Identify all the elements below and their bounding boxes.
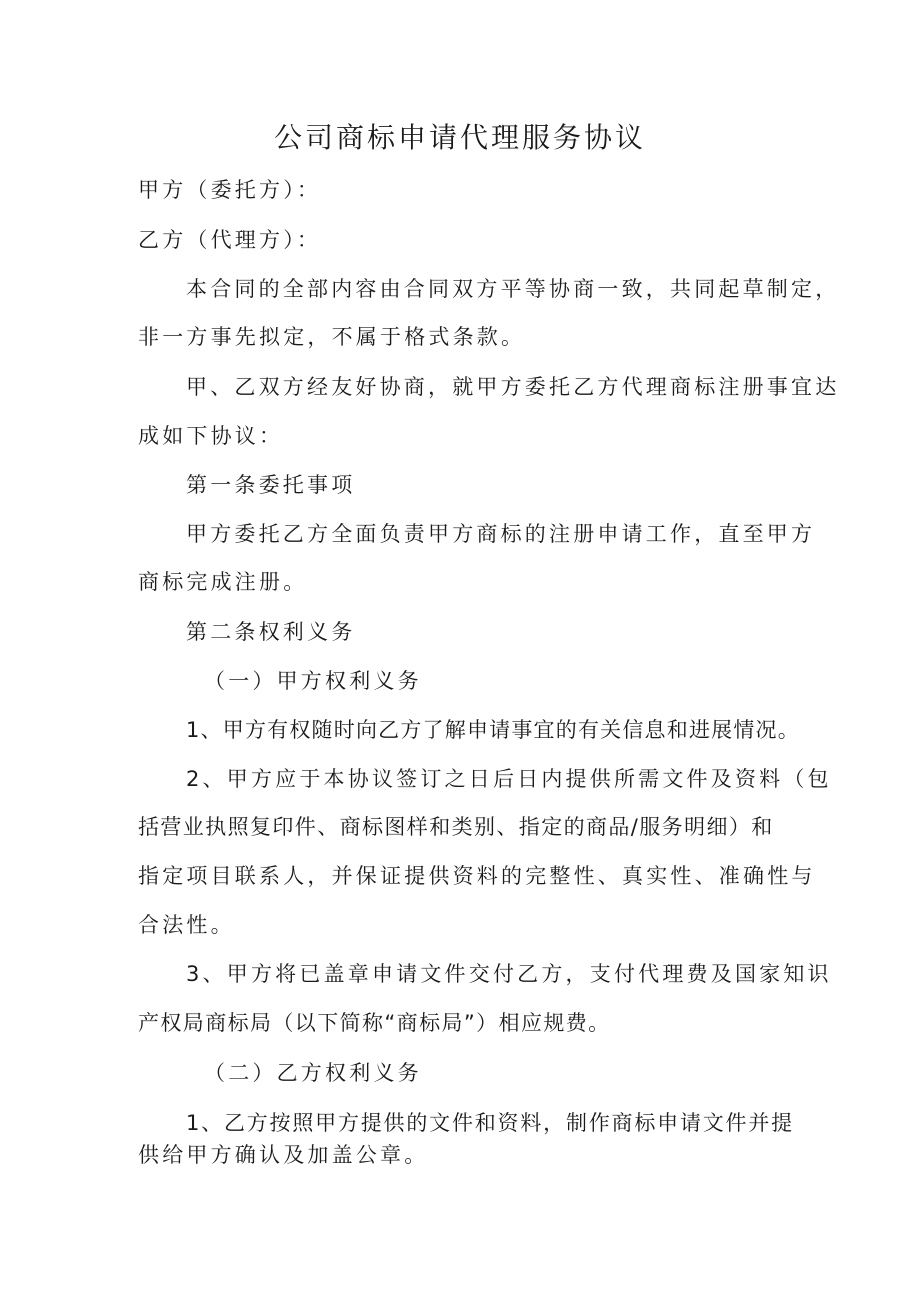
- section-b-heading: （二）乙方权利义务: [204, 1061, 422, 1085]
- a-item2-line2: 括营业执照复印件、商标图样和类别、指定的商品/服务明细）和: [138, 815, 774, 839]
- para1-line2: 非一方事先拟定，不属于格式条款。: [138, 325, 526, 349]
- a-item3-line2: 产权局商标局（以下简称“商标局”）相应规费。: [138, 1011, 611, 1035]
- article1-body-line2: 商标完成注册。: [138, 570, 308, 594]
- article1-heading: 第一条委托事项: [186, 473, 356, 497]
- a-item3-line1: 3、甲方将已盖章申请文件交付乙方，支付代理费及国家知识: [186, 962, 832, 986]
- para2-line1: 甲、乙双方经友好协商，就甲方委托乙方代理商标注册事宜达: [186, 375, 840, 399]
- a-item2-line3: 指定项目联系人，并保证提供资料的完整性、真实性、准确性与: [138, 864, 816, 888]
- b-item1-line1: 1、乙方按照甲方提供的文件和资料，制作商标申请文件并提: [186, 1111, 794, 1135]
- a-item2-line1: 2、甲方应于本协议签订之日后日内提供所需文件及资料（包: [186, 767, 832, 791]
- article2-heading: 第二条权利义务: [186, 620, 356, 644]
- party-b-line: 乙方（代理方）：: [138, 228, 322, 252]
- para2-line2: 成如下协议：: [138, 424, 284, 448]
- a-item2-line4: 合法性。: [138, 913, 235, 937]
- para1-line1: 本合同的全部内容由合同双方平等协商一致，共同起草制定，: [186, 277, 840, 301]
- section-a-heading: （一）甲方权利义务: [204, 669, 422, 693]
- party-a-line: 甲方（委托方）：: [138, 178, 322, 202]
- a-item1: 1、甲方有权随时向乙方了解申请事宜的有关信息和进展情况。: [186, 718, 800, 742]
- b-item1-line2: 供给甲方确认及加盖公章。: [138, 1143, 429, 1167]
- document-title: 公司商标申请代理服务协议: [273, 121, 646, 154]
- article1-body-line1: 甲方委托乙方全面负责甲方商标的注册申请工作，直至甲方: [186, 522, 816, 546]
